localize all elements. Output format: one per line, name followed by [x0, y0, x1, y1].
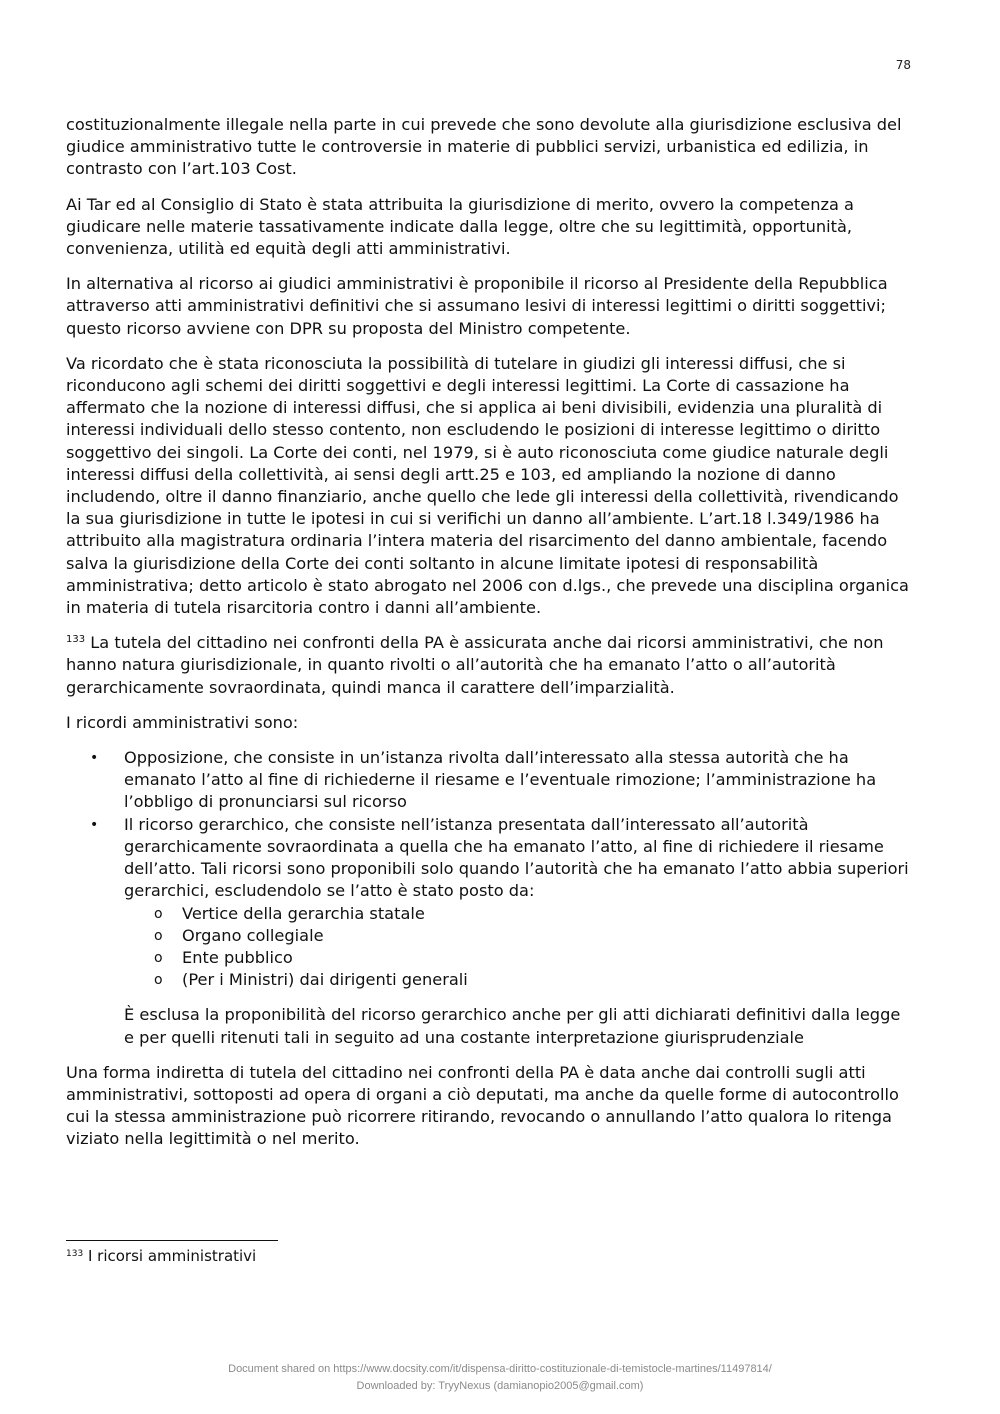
list-item [66, 814, 914, 992]
bullet-icon: • [90, 750, 99, 767]
list-item [66, 747, 914, 814]
download-watermark [0, 1361, 1000, 1395]
bullet-list [66, 747, 914, 991]
page-body [66, 114, 914, 1164]
sub-list [124, 903, 914, 992]
sub-bullet-icon: o [154, 972, 163, 989]
sub-list-item-text: Ente pubblico [182, 947, 293, 967]
sub-list-item [124, 969, 914, 991]
bullet-note: È esclusa la proponibilità del ricorso gerarchico anche per gli atti dichiarati definitivi dalla legge e per quelli ritenuti tali in seguito ad una costante interpretazione giurisprudenziale [124, 1005, 901, 1047]
list-item-text: Opposizione, che consiste in un’istanza rivolta dall’interessato alla stessa autorità che ha emanato l’atto al fine di richiederne il riesame e l’eventuale rimozione; l’amministrazione ha l’obbligo di pronunciarsi sul ricorso [124, 748, 877, 812]
watermark-shared-line[interactable]: Document shared on https://www.docsity.com/it/dispensa-diritto-costituzionale-di-temistocle-martines/11497814/ [228, 1363, 772, 1375]
sub-list-item-text: (Per i Ministri) dai dirigenti generali [182, 970, 468, 990]
list-item-text: Il ricorso gerarchico, che consiste nell’istanza presentata dall’interessato all’autorità gerarchicamente sovraordinata a quella che ha emanato l’atto, al fine di richiedere il riesame dell’atto. Tali ricorsi sono proponibili solo quando l’autorità che ha emanato l’atto abbia superiori gerarchici, escludendolo se l’atto è stato posto da: [124, 814, 909, 901]
paragraph: costituzionalmente illegale nella parte in cui prevede che sono devolute alla giurisdizione esclusiva del giudice amministrativo tutte le controversie in materie di pubblici servizi, urbanistica ed edilizia, in contrasto con l’art.103 Cost. [66, 115, 902, 179]
page-number: 78 [895, 58, 911, 72]
footnote [66, 1246, 256, 1266]
sub-bullet-icon: o [154, 927, 163, 944]
paragraph: Ai Tar ed al Consiglio di Stato è stata attribuita la giurisdizione di merito, ovvero la competenza a giudicare nelle materie tassativamente indicate dalla legge, oltre che su legittimità, opportunità, convenienza, utilità ed equità degli atti amministrativi. [66, 194, 854, 259]
footnote-text: I ricorsi amministrativi [83, 1247, 257, 1265]
closing-paragraph: Una forma indiretta di tutela del cittadino nei confronti della PA è data anche dai controlli sugli atti amministrativi, sottoposti ad opera di organi a ciò deputati, ma anche da quelle forme di autocontrollo cui la stessa amministrazione può ricorrere ritirando, revocando o annullando l’atto qualora lo ritenga viziato nella legittimità o nel merito. [66, 1062, 899, 1149]
footnote-reference[interactable]: 133 [66, 634, 86, 646]
sub-list-item-text: Vertice della gerarchia statale [182, 903, 425, 923]
bullet-icon: • [90, 816, 99, 833]
footnote-divider [66, 1240, 278, 1241]
watermark-downloaded-line: Downloaded by: TryyNexus (damianopio2005@gmail.com) [356, 1380, 644, 1392]
sub-list-item-text: Organo collegiale [182, 925, 324, 945]
sub-list-item [124, 947, 914, 969]
paragraph: In alternativa al ricorso ai giudici amministrativi è proponibile il ricorso al Presidente della Repubblica attraverso atti amministrativi definitivi che si assumano lesivi di interessi legittimi o diritti soggettivi; questo ricorso avviene con DPR su proposta del Ministro competente. [66, 274, 888, 338]
list-intro: I ricordi amministrativi sono: [66, 712, 299, 732]
footnote-paragraph-text: La tutela del cittadino nei confronti della PA è assicurata anche dai ricorsi amministrativi, che non hanno natura giurisdizionale, in quanto rivolti o all’autorità che ha emanato l’atto o all’autorità gerarchicamente sovraordinata, quindi manca il carattere dell’imparzialità. [66, 633, 884, 697]
paragraph: Va ricordato che è stata riconosciuta la possibilità di tutelare in giudizi gli interessi diffusi, che si riconducono agli schemi dei diritti soggettivi e degli interessi legittimi. La Corte di cassazione ha affermato che la nozione di interessi diffusi, che si applica ai beni divisibili, evidenzia una pluralità di interessi individuali dello stesso contento, non escludendo le posizioni di interesse legittimo o diritto soggettivo dei singoli. La Corte dei conti, nel 1979, si è auto riconosciuta come giudice naturale degli interessi diffusi della collettività, ai sensi degli artt.25 e 103, ed ampliando la nozione di danno includendo, oltre il danno finanziario, anche quello che lede gli interessi della collettività, rivendicando la sua giurisdizione in tutte le ipotesi in cui si verifichi un danno all’ambiente. L’art.18 l.349/1986 ha attribuito alla magistratura ordinaria l’intera materia del risarcimento del danno ambientale, facendo salva la giurisdizione della Corte dei conti soltanto in alcune limitate ipotesi di responsabilità amministrativa; detto articolo è stato abrogato nel 2006 con d.lgs., che prevede una disciplina organica in materia di tutela risarcitoria contro i danni all’ambiente. [66, 353, 909, 618]
footnote-number: 133 [66, 1249, 84, 1259]
sub-list-item [124, 903, 914, 925]
sub-bullet-icon: o [154, 905, 163, 922]
sub-bullet-icon: o [154, 949, 163, 966]
sub-list-item [124, 925, 914, 947]
footnote-paragraph [66, 632, 914, 699]
